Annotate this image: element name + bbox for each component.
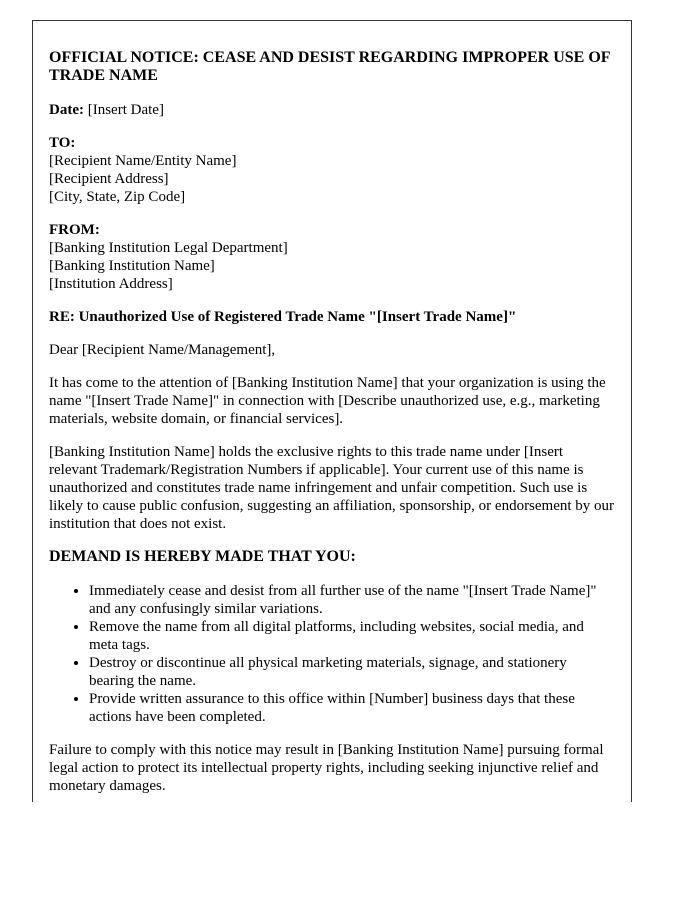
salutation: Dear [Recipient Name/Management], [49,342,276,358]
body-paragraph: [Banking Institution Name] holds the exclusive rights to this trade name under [Insert relevant Trademark/Registration Numbers if applicable]. Your current use of this name is unauthorized and constitutes trade name infringement and unfair competition. Such use is likely to cause public confusion, suggesting an affiliation, sponsorship, or endorsement by our institution that does not exist. [49,444,615,532]
demand-heading: DEMAND IS HEREBY MADE THAT YOU: [49,548,356,565]
to-line: [Recipient Name/Entity Name] [49,153,237,169]
demand-list [49,582,615,726]
re-line [49,308,615,326]
to-line: [City, State, Zip Code] [49,189,186,205]
closing-paragraph: Failure to comply with this notice may result in [Banking Institution Name] pursuing formal legal action to protect its intellectual property rights, including seeking injunctive relief and monetary damages. [49,742,604,794]
demand-item: • Provide written assurance to this office within [Number] business days that these actions have been completed. [89,690,615,726]
notice-document [32,20,632,802]
from-line: [Banking Institution Name] [49,258,215,274]
demand-item: • Immediately cease and desist from all further use of the name "[Insert Trade Name]" and any confusingly similar variations. [89,582,615,618]
demand-item: • Remove the name from all digital platforms, including websites, social media, and meta tags. [89,618,615,654]
to-block [49,134,615,206]
from-block [49,221,615,293]
body-paragraph: It has come to the attention of [Banking Institution Name] that your organization is using the name "[Insert Trade Name]" in connection with [Describe unauthorized use, e.g., marketing materials, website domain, or financial services]. [49,375,606,427]
from-line: [Institution Address] [49,276,173,292]
date-label: Date: [49,102,84,118]
to-line: [Recipient Address] [49,171,169,187]
notice-title: OFFICIAL NOTICE: CEASE AND DESIST REGARDING IMPROPER USE OF TRADE NAME [49,49,610,84]
re-text: RE: Unauthorized Use of Registered Trade Name "[Insert Trade Name]" [49,309,517,325]
demand-item: • Destroy or discontinue all physical marketing materials, signage, and stationery bearing the name. [89,654,615,690]
from-line: [Banking Institution Legal Department] [49,240,288,256]
date-line [49,101,615,119]
to-label: TO: [49,135,76,151]
from-label: FROM: [49,222,100,238]
date-value: [Insert Date] [87,102,164,118]
